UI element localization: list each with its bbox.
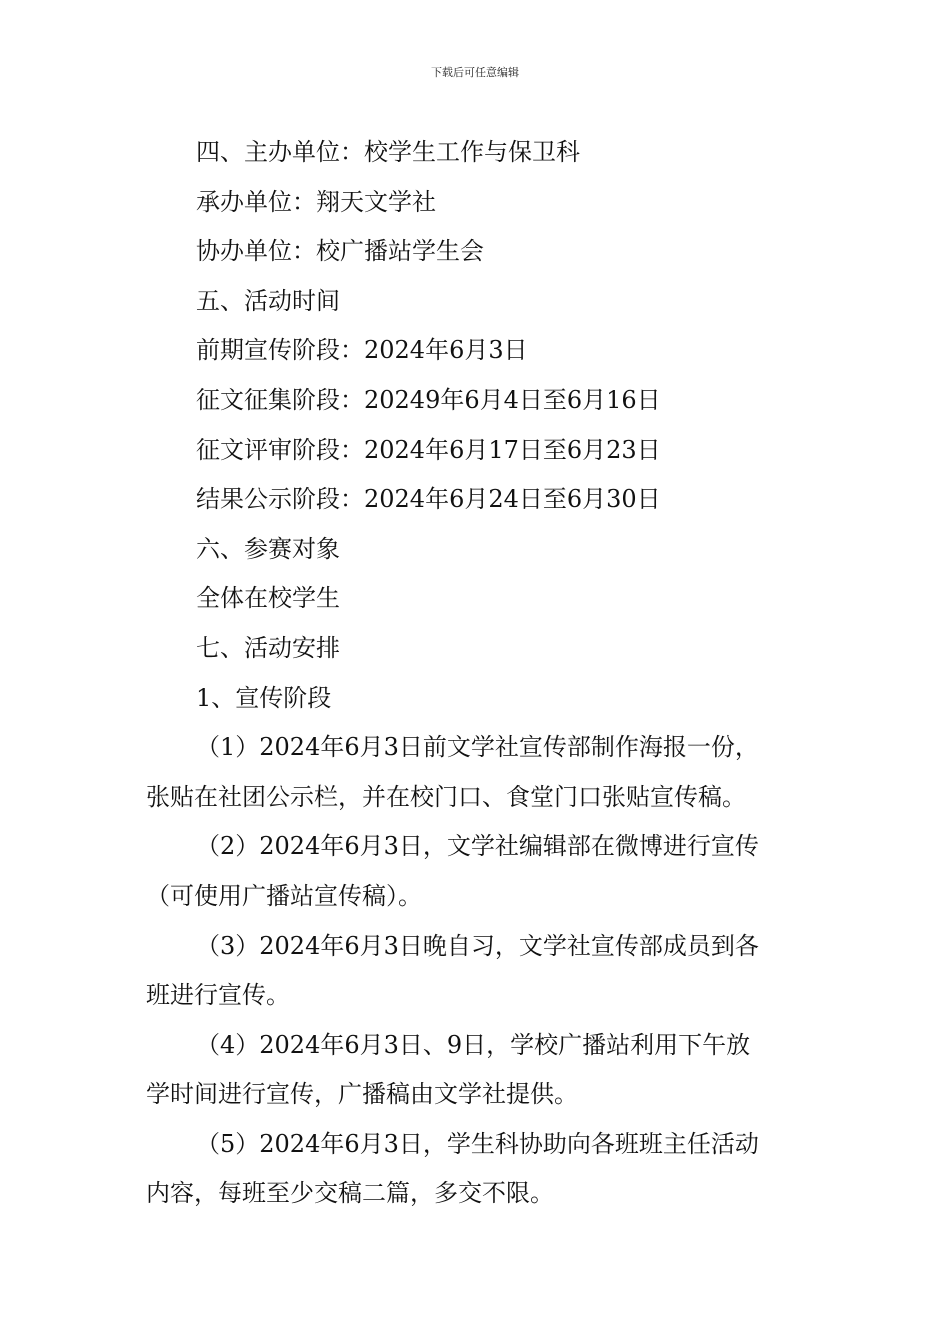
- document-body: [146, 128, 818, 1219]
- co-organizer-line: 协办单位：校广播站学生会: [196, 237, 484, 266]
- section-four-heading: 四、主办单位：校学生工作与保卫科: [196, 138, 580, 166]
- paragraph-first-line: （1）2024年6月3日前文学社宣传部制作海报一份，: [196, 733, 759, 762]
- paragraph-continuation: 学时间进行宣传，广播稿由文学社提供。: [146, 1080, 578, 1109]
- paragraph-continuation: 内容，每班至少交稿二篇，多交不限。: [146, 1179, 554, 1208]
- section-five-heading: 五、活动时间: [196, 286, 340, 315]
- paragraph-continuation: 班进行宣传。: [146, 981, 290, 1010]
- arrangement-paragraph-5: [146, 1120, 818, 1219]
- paragraph-first-line: （5）2024年6月3日，学生科协助向各班班主任活动: [196, 1129, 759, 1158]
- paragraph-continuation: 张贴在社团公示栏，并在校门口、食堂门口张贴宣传稿。: [146, 782, 746, 811]
- collection-stage-line: 征文征集阶段：20249年6月4日至6月16日: [196, 385, 661, 414]
- promotion-stage-line: 前期宣传阶段：2024年6月3日: [196, 336, 528, 365]
- arrangement-paragraph-2: [146, 822, 818, 921]
- section-six-heading: 六、参赛对象: [196, 534, 340, 563]
- paragraph-first-line: （2）2024年6月3日，文学社编辑部在微博进行宣传: [196, 832, 759, 861]
- arrangement-paragraph-4: [146, 1021, 818, 1120]
- organizer-line: 承办单位：翔天文学社: [196, 187, 436, 216]
- review-stage-line: 征文评审阶段：2024年6月17日至6月23日: [196, 435, 661, 464]
- participants-line: 全体在校学生: [196, 584, 340, 613]
- page-header-note: 下载后可任意编辑: [431, 66, 519, 79]
- arrangement-paragraph-3: [146, 922, 818, 1021]
- promotion-subheading: 1、宣传阶段: [196, 683, 332, 712]
- paragraph-continuation: （可使用广播站宣传稿）。: [146, 881, 422, 910]
- paragraph-first-line: （4）2024年6月3日、9日，学校广播站利用下午放: [196, 1030, 751, 1059]
- arrangement-paragraph-1: [146, 723, 818, 822]
- announcement-stage-line: 结果公示阶段：2024年6月24日至6月30日: [196, 485, 661, 514]
- paragraph-first-line: （3）2024年6月3日晚自习，文学社宣传部成员到各: [196, 931, 759, 960]
- section-seven-heading: 七、活动安排: [196, 633, 340, 662]
